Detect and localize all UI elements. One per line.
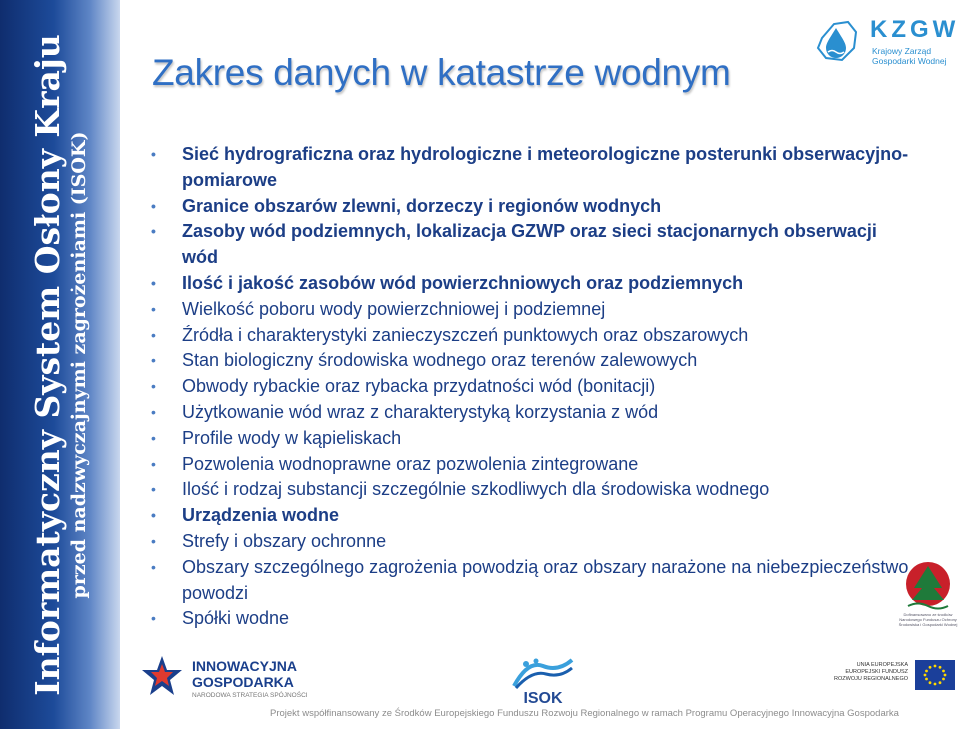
water-drop-logo-icon — [814, 18, 860, 64]
eu-flag-icon — [915, 660, 955, 690]
bullet-list — [150, 142, 910, 632]
side-banner-subtitle: przed nadzwyczajnymi zagrożeniami (ISOK) — [68, 131, 90, 599]
bullet-item: • Obszary szczególnego zagrożenia powodzią oraz obszary narażone na niebezpieczeństwo powodzi — [150, 555, 910, 607]
footer — [120, 640, 959, 729]
kzgw-subtitle: Krajowy Zarząd Gospodarki Wodnej — [872, 46, 947, 66]
bullet-item: • Sieć hydrograficzna oraz hydrologiczne i meteorologiczne posterunki obserwacyjno-pomiarowe — [150, 142, 910, 194]
eu-text: UNIA EUROPEJSKA EUROPEJSKI FUNDUSZ ROZWOJU REGIONALNEGO — [834, 662, 908, 682]
eu-logo — [830, 658, 955, 706]
tree-emblem-icon — [898, 560, 958, 612]
kzgw-logo — [808, 14, 959, 74]
star-logo-icon — [140, 654, 184, 698]
footer-note: Projekt współfinansowany ze Środków Europejskiego Funduszu Rozwoju Regionalnego w ramach Programu Operacyjnego Innowacyjna Gospodarka — [270, 708, 899, 719]
side-banner-text — [29, 25, 91, 705]
bullet-item: • Obwody rybackie oraz rybacka przydatności wód (bonitacji) — [150, 374, 910, 400]
bullet-item: • Granice obszarów zlewni, dorzeczy i regionów wodnych — [150, 194, 910, 220]
bullet-item: • Ilość i rodzaj substancji szczególnie szkodliwych dla środowiska wodnego — [150, 477, 910, 503]
fe-name-line2: GOSPODARKA — [192, 674, 294, 690]
fe-subtitle: NARODOWA STRATEGIA SPÓJNOŚCI — [192, 692, 308, 699]
fe-name — [192, 658, 297, 690]
bullet-item: • Pozwolenia wodnoprawne oraz pozwolenia zintegrowane — [150, 452, 910, 478]
bullet-item: • Wielkość poboru wody powierzchniowej i podziemnej — [150, 297, 910, 323]
eu-stars-icon — [915, 660, 955, 690]
fe-name-line1: INNOWACYJNA — [192, 658, 298, 674]
kzgw-name: KZGW — [870, 16, 959, 43]
side-banner-title: Informatyczny System Osłony Kraju — [28, 34, 67, 696]
bullet-item: • Urządzenia wodne — [150, 503, 910, 529]
emblem-caption: Dofinansowano ze środków Narodowego Funduszu Ochrony Środowiska i Gospodarki Wodnej — [898, 612, 958, 627]
side-banner — [0, 0, 120, 729]
isok-text: ISOK — [523, 690, 563, 707]
bullet-item: • Spółki wodne — [150, 606, 910, 632]
bullet-item: • Strefy i obszary ochronne — [150, 529, 910, 555]
wave-logo-icon — [508, 656, 578, 690]
innowacyjna-gospodarka-logo — [140, 650, 380, 710]
bullet-item: • Ilość i jakość zasobów wód powierzchniowych oraz podziemnych — [150, 271, 910, 297]
slide-title: Zakres danych w katastrze wodnym — [152, 52, 731, 93]
tree-emblem — [898, 560, 958, 640]
bullet-item: • Stan biologiczny środowiska wodnego oraz terenów zalewowych — [150, 348, 910, 374]
bullet-item: • Użytkowanie wód wraz z charakterystyką korzystania z wód — [150, 400, 910, 426]
bullet-item: • Zasoby wód podziemnych, lokalizacja GZWP oraz sieci stacjonarnych obserwacji wód — [150, 219, 910, 271]
bullet-item: • Źródła i charakterystyki zanieczyszczeń punktowych oraz obszarowych — [150, 323, 910, 349]
isok-logo — [508, 656, 578, 712]
bullet-item: • Profile wody w kąpieliskach — [150, 426, 910, 452]
